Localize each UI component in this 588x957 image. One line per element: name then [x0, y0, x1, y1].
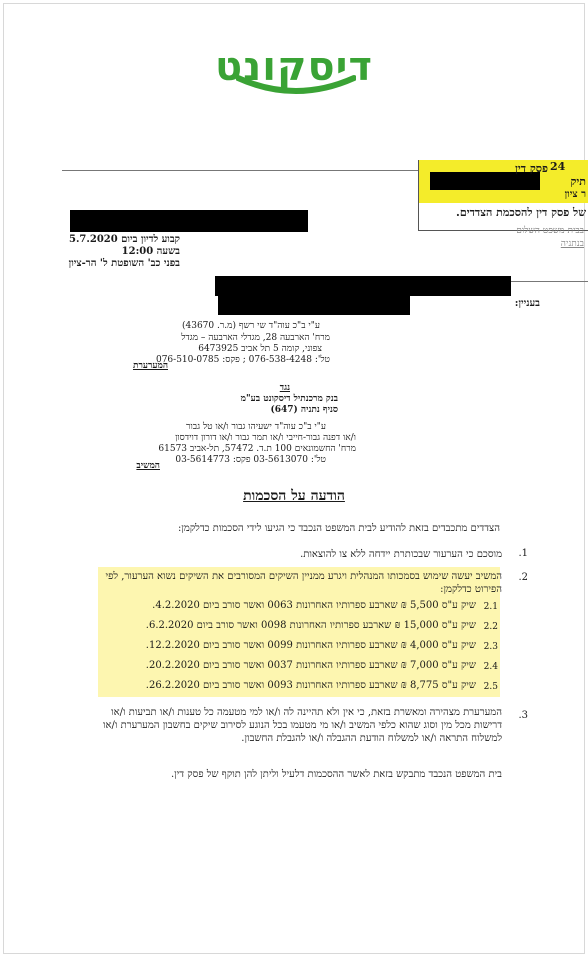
- item-number: .2: [518, 572, 528, 583]
- closing-paragraph: בית המשפט הנכבד מתבקש בזאת לאשר ההסכמות דלעיל וליתן להן תוקף של פסק דין.: [170, 769, 502, 780]
- case-title: פסק דין: [515, 162, 548, 175]
- subitem-number: 2.1: [483, 602, 498, 612]
- appellant-phones: טל': 076-538-4248 ; פקס: 076-510-0785: [155, 355, 330, 365]
- subitem-text: שיק ע"ס 4,000 ₪ שארבע ספרותיו האחרונות 0099 ואשר סורב ביום 12.2.2020.: [145, 640, 476, 651]
- document-title: הודעה על הסכמות: [243, 488, 345, 504]
- subitem-text: שיק ע"ס 15,000 ₪ שארבע ספרותיו האחרונות 0098 ואשר סורב ביום 6.2.2020.: [145, 620, 476, 631]
- subitem-number: 2.2: [483, 622, 498, 632]
- discount-logo: דיסקונט: [215, 44, 373, 90]
- subitem-text: שיק ע"ס 5,500 ₪ שארבע ספרותיו האחרונות 0063 ואשר סורב ביום 4.2.2020.: [152, 600, 476, 611]
- respondent-branch: סניף נתניה (647): [270, 405, 338, 415]
- redaction: [70, 210, 308, 232]
- subject-label: בעניין:: [514, 298, 540, 309]
- item-number: .1: [518, 548, 528, 559]
- subitem-number: 2.4: [483, 662, 498, 672]
- appellant-addr2: צפוני, קומה 5 תל אביב 6473925: [198, 344, 322, 354]
- item-text: המשיב יעשה שימוש בסמכותו המנהלית ויגרע ממניין השיקים המסורבים את השיקים נשוא הערעור, לפי הפירוט כדלקמן:: [105, 571, 502, 595]
- appellant-addr1: מרח' הארבעה 28, מגדלי הארבעה – מגדל: [181, 333, 330, 343]
- appellant-rep: ע"י ב"כ עוה"ד שי רשף (מ.ר. 43670): [181, 321, 320, 331]
- item-number: .3: [518, 710, 528, 721]
- case-file-label: תיק: [570, 175, 586, 188]
- hearing-date: קבוע לדיון ביום 5.7.2020: [68, 234, 180, 245]
- case-subtitle: של פסק דין להסכמת הצדדים.: [456, 206, 586, 219]
- respondent-addr: מרח' החשמונאים 100 ת.ד. 57472, תל-אביב 61573: [158, 444, 356, 454]
- respondent-phones: טל': 03-5613070 פקס: 03-5614773: [175, 455, 326, 465]
- subitem-text: שיק ע"ס 7,000 ₪ שארבע ספרותיו האחרונות 0037 ואשר סורב ביום 20.2.2020.: [145, 660, 476, 671]
- item-text: מוסכם כי הערעור שבכותרת יידחה ללא צו להוצאות.: [300, 549, 502, 560]
- intro-paragraph: הצדדים מתכבדים בזאת להודיע לבית המשפט הנכבד כי הגיעו לידי הסכמות כדלקמן:: [177, 523, 500, 534]
- hearing-judge: בפני כב' השופטת ל' הר-ציון: [68, 258, 180, 269]
- case-number-fragment: 24: [550, 160, 566, 173]
- case-judge-fragment: ר ציון: [564, 189, 586, 200]
- respondent-rep1: ע"י ב"כ עוה"ד ישעיהו גבור ו/או טל גבור: [186, 422, 326, 432]
- subitem-number: 2.5: [483, 682, 498, 692]
- redaction: [218, 293, 410, 315]
- logo-swoosh-icon: [236, 74, 356, 96]
- page-frame: [3, 3, 585, 954]
- court-city: בנתניה: [560, 239, 584, 249]
- court-name: בבית משפט השלום: [516, 226, 584, 236]
- subitem-number: 2.3: [483, 642, 498, 652]
- versus-label: נגד: [279, 383, 290, 393]
- respondent-rep2: ו/או דפנה גבור-חייבי ו/או תמר גבור ו/או דורון דוידסון: [175, 433, 356, 443]
- respondent-role: המשיב: [136, 461, 160, 471]
- hearing-time: בשעה 12:00: [121, 246, 180, 257]
- respondent-name: בנק מרכנתיל דיסקונט בע"מ: [240, 394, 338, 404]
- item-text: המערערת מצהירה ומאשרת בזאת, כי אין ולא תהיינה לה ו/או למי מטעמה כל טענות ו/או תביעות ו/או דרישות מכל מין וסוג שהוא כלפי המשיב ו/או מי מטעמו בכל הנוגע לסירוב שיקים בחשבון המערערת ו/או למשלוח התראה ו/או למשלוח הודעת ההגבלה ו/או להגבלת החשבון.: [102, 707, 502, 744]
- subitem-text: שיק ע"ס 8,775 ₪ שארבע ספרותיו האחרונות 0093 ואשר סורב ביום 26.2.2020.: [145, 680, 476, 691]
- divider: [62, 170, 418, 171]
- appellant-role: המערערת: [132, 361, 168, 371]
